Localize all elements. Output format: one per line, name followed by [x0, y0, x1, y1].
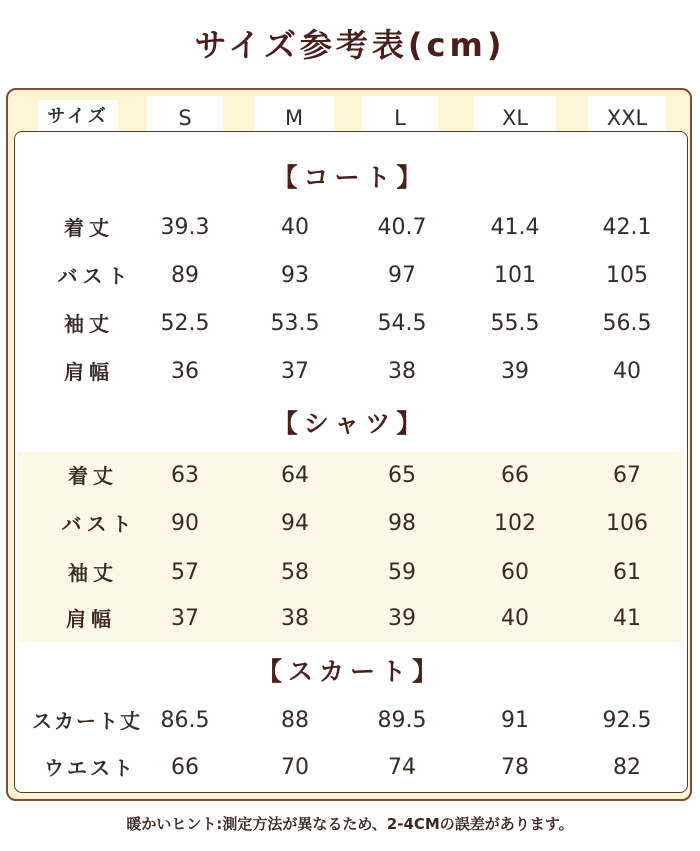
table-cell: 97 — [388, 263, 416, 288]
table-cell: 64 — [281, 463, 309, 488]
table-cell: 40.7 — [377, 215, 427, 240]
table-cell: 98 — [388, 511, 416, 536]
table-cell: 102 — [494, 511, 536, 536]
table-row — [0, 456, 700, 496]
table-cell: 89.5 — [377, 708, 427, 733]
section-title-coat: 【コート】 — [272, 163, 428, 192]
size-header-label: サイズ — [38, 100, 118, 132]
table-cell: 67 — [613, 463, 641, 488]
table-cell: 40 — [501, 606, 529, 631]
page-title: サイズ参考表(cm) — [194, 26, 506, 64]
table-cell: 105 — [606, 263, 648, 288]
table-cell: 39.3 — [160, 215, 210, 240]
table-row — [0, 701, 700, 741]
table-cell: 86.5 — [160, 708, 210, 733]
table-cell: 61 — [613, 560, 641, 585]
table-cell: 40 — [281, 215, 309, 240]
table-cell: 63 — [171, 463, 199, 488]
table-cell: 52.5 — [160, 311, 210, 336]
row-label: 着丈 — [68, 464, 118, 488]
table-row — [0, 504, 700, 544]
table-cell: 90 — [171, 511, 199, 536]
table-row — [0, 553, 700, 593]
row-label: バスト — [61, 512, 137, 536]
section-title-skirt: 【スカート】 — [256, 657, 443, 686]
size-header-l: L — [362, 96, 438, 132]
section-title-shirt: 【シャツ】 — [272, 409, 428, 438]
table-cell: 92.5 — [602, 708, 652, 733]
table-cell: 60 — [501, 560, 529, 585]
table-row — [0, 748, 700, 788]
table-cell: 59 — [388, 560, 416, 585]
table-cell: 94 — [281, 511, 309, 536]
table-cell: 66 — [171, 755, 199, 780]
table-cell: 70 — [281, 755, 309, 780]
table-cell: 66 — [501, 463, 529, 488]
table-cell: 53.5 — [270, 311, 320, 336]
row-label: 袖丈 — [68, 561, 118, 585]
table-cell: 88 — [281, 708, 309, 733]
measurement-note: 暖かいヒント:測定方法が異なるため、2-4CMの誤差があります。 — [126, 815, 574, 833]
table-row — [0, 599, 700, 639]
table-row — [0, 256, 700, 296]
row-label: 肩幅 — [64, 360, 114, 384]
table-cell: 41.4 — [490, 215, 540, 240]
table-cell: 91 — [501, 708, 529, 733]
table-cell: 55.5 — [490, 311, 540, 336]
table-cell: 93 — [281, 263, 309, 288]
table-cell: 58 — [281, 560, 309, 585]
table-cell: 37 — [171, 606, 199, 631]
table-cell: 65 — [388, 463, 416, 488]
table-row — [0, 208, 700, 248]
table-cell: 74 — [388, 755, 416, 780]
table-row — [0, 304, 700, 344]
table-cell: 82 — [613, 755, 641, 780]
table-cell: 42.1 — [602, 215, 652, 240]
table-cell: 78 — [501, 755, 529, 780]
row-label: ウエスト — [44, 756, 136, 780]
table-cell: 54.5 — [377, 311, 427, 336]
table-cell: 41 — [613, 606, 641, 631]
size-header-m: M — [254, 96, 334, 132]
table-cell: 89 — [171, 263, 199, 288]
size-header-s: S — [147, 96, 223, 132]
table-cell: 40 — [613, 359, 641, 384]
table-cell: 39 — [388, 606, 416, 631]
table-cell: 37 — [281, 359, 309, 384]
table-cell: 36 — [171, 359, 199, 384]
table-row — [0, 352, 700, 392]
row-label: 着丈 — [64, 216, 114, 240]
table-cell: 101 — [494, 263, 536, 288]
table-cell: 56.5 — [602, 311, 652, 336]
table-cell: 39 — [501, 359, 529, 384]
row-label: 肩幅 — [66, 607, 116, 631]
row-label: バスト — [57, 264, 133, 288]
row-label: スカート丈 — [32, 709, 142, 733]
table-cell: 106 — [606, 511, 648, 536]
table-cell: 38 — [388, 359, 416, 384]
table-cell: 38 — [281, 606, 309, 631]
table-cell: 57 — [171, 560, 199, 585]
size-header-xxl: XXL — [588, 96, 666, 132]
row-label: 袖丈 — [64, 312, 114, 336]
size-header-xl: XL — [474, 96, 556, 132]
